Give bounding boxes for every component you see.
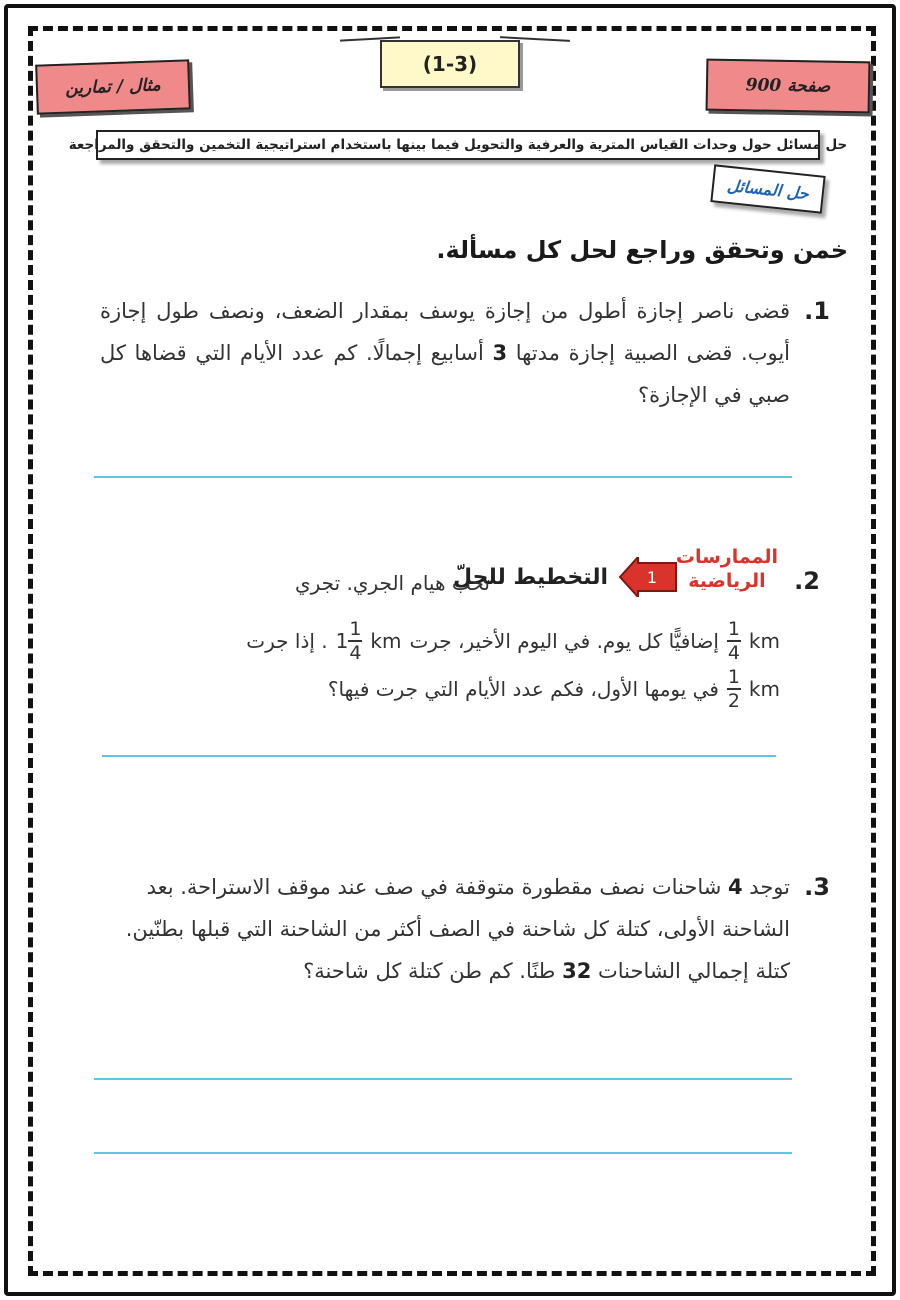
bold-number: 4 xyxy=(728,875,743,899)
question-text: إضافيًّا كل يوم. في اليوم الأخير، جرت xyxy=(409,629,719,653)
practices-line: الرياضية xyxy=(688,570,766,592)
unit-km: km xyxy=(370,629,402,653)
practice-arrow-icon xyxy=(618,557,678,597)
answer-line[interactable] xyxy=(94,1152,792,1154)
mixed-number xyxy=(336,619,363,663)
question-text: توجد xyxy=(742,875,790,899)
question-text: شاحنات نصف مقطورة متوقفة في صف عند موقف الاستراحة. بعد الشاحنة الأولى، كتلة كل شاحنة في الصف أكثر من الشاحنة التي قبلها بطنّين. كتلة إجمالي الشاحنات xyxy=(125,875,790,983)
whole-part: 1 xyxy=(335,629,349,653)
numerator: 1 xyxy=(727,666,740,688)
question-3 xyxy=(100,866,830,992)
question-text: طنًا. كم طن كتلة كل شاحنة؟ xyxy=(303,959,563,983)
unit-km: km xyxy=(748,677,780,701)
question-1 xyxy=(100,290,830,416)
question-text: أسابيع إجمالًا. كم عدد الأيام التي قضاها كل صبي في الإجازة؟ xyxy=(100,341,790,407)
denominator: 4 xyxy=(727,642,740,664)
question-number: 1. xyxy=(804,297,830,325)
question-line-2 xyxy=(246,619,780,663)
numerator: 1 xyxy=(727,618,740,640)
numerator: 1 xyxy=(349,618,362,640)
fraction-quarter xyxy=(727,619,741,663)
problem-solving-tag: حل المسائل xyxy=(710,164,825,213)
question-text: قضى ناصر إجازة أطول من إجازة يوسف بمقدار الضعف، ونصف طول إجازة أيوب. قضى الصبية إجازة مدتها xyxy=(100,299,790,365)
answer-line[interactable] xyxy=(94,1078,792,1080)
lesson-number-box: (1-3) xyxy=(380,40,520,88)
fraction-half xyxy=(727,667,741,711)
question-line-3 xyxy=(328,667,780,711)
answer-line[interactable] xyxy=(102,755,776,757)
lesson-objective: حل مسائل حول وحدات القياس المترية والعرفية والتحويل فيما بينها باستخدام استراتيجية التخمين والتحقق والمراجعة xyxy=(96,130,820,160)
plan-label: التخطيط للحلّ xyxy=(453,565,608,590)
denominator: 4 xyxy=(349,642,362,664)
question-number: 3. xyxy=(804,873,830,901)
instructions-heading: خمن وتحقق وراجع لحل كل مسألة. xyxy=(436,236,848,264)
bold-number: 3 xyxy=(492,341,508,365)
example-exercises-tag: مثال / تمارين xyxy=(35,59,191,114)
arrow-number: 1 xyxy=(646,568,658,587)
question-text: . إذا جرت xyxy=(246,629,328,653)
question-number: 2. xyxy=(794,567,820,595)
bold-number: 32 xyxy=(562,959,592,983)
question-text: تحب هيام الجري. تجري xyxy=(294,571,490,595)
page-number-tag: صفحة 900 xyxy=(706,59,871,114)
math-practices-label xyxy=(676,545,778,593)
practices-line: الممارسات xyxy=(675,546,778,568)
answer-line[interactable] xyxy=(94,476,792,478)
question-text: في يومها الأول، فكم عدد الأيام التي جرت فيها؟ xyxy=(327,677,719,701)
unit-km: km xyxy=(748,629,780,653)
denominator: 2 xyxy=(727,690,740,712)
question-2 xyxy=(90,545,820,725)
